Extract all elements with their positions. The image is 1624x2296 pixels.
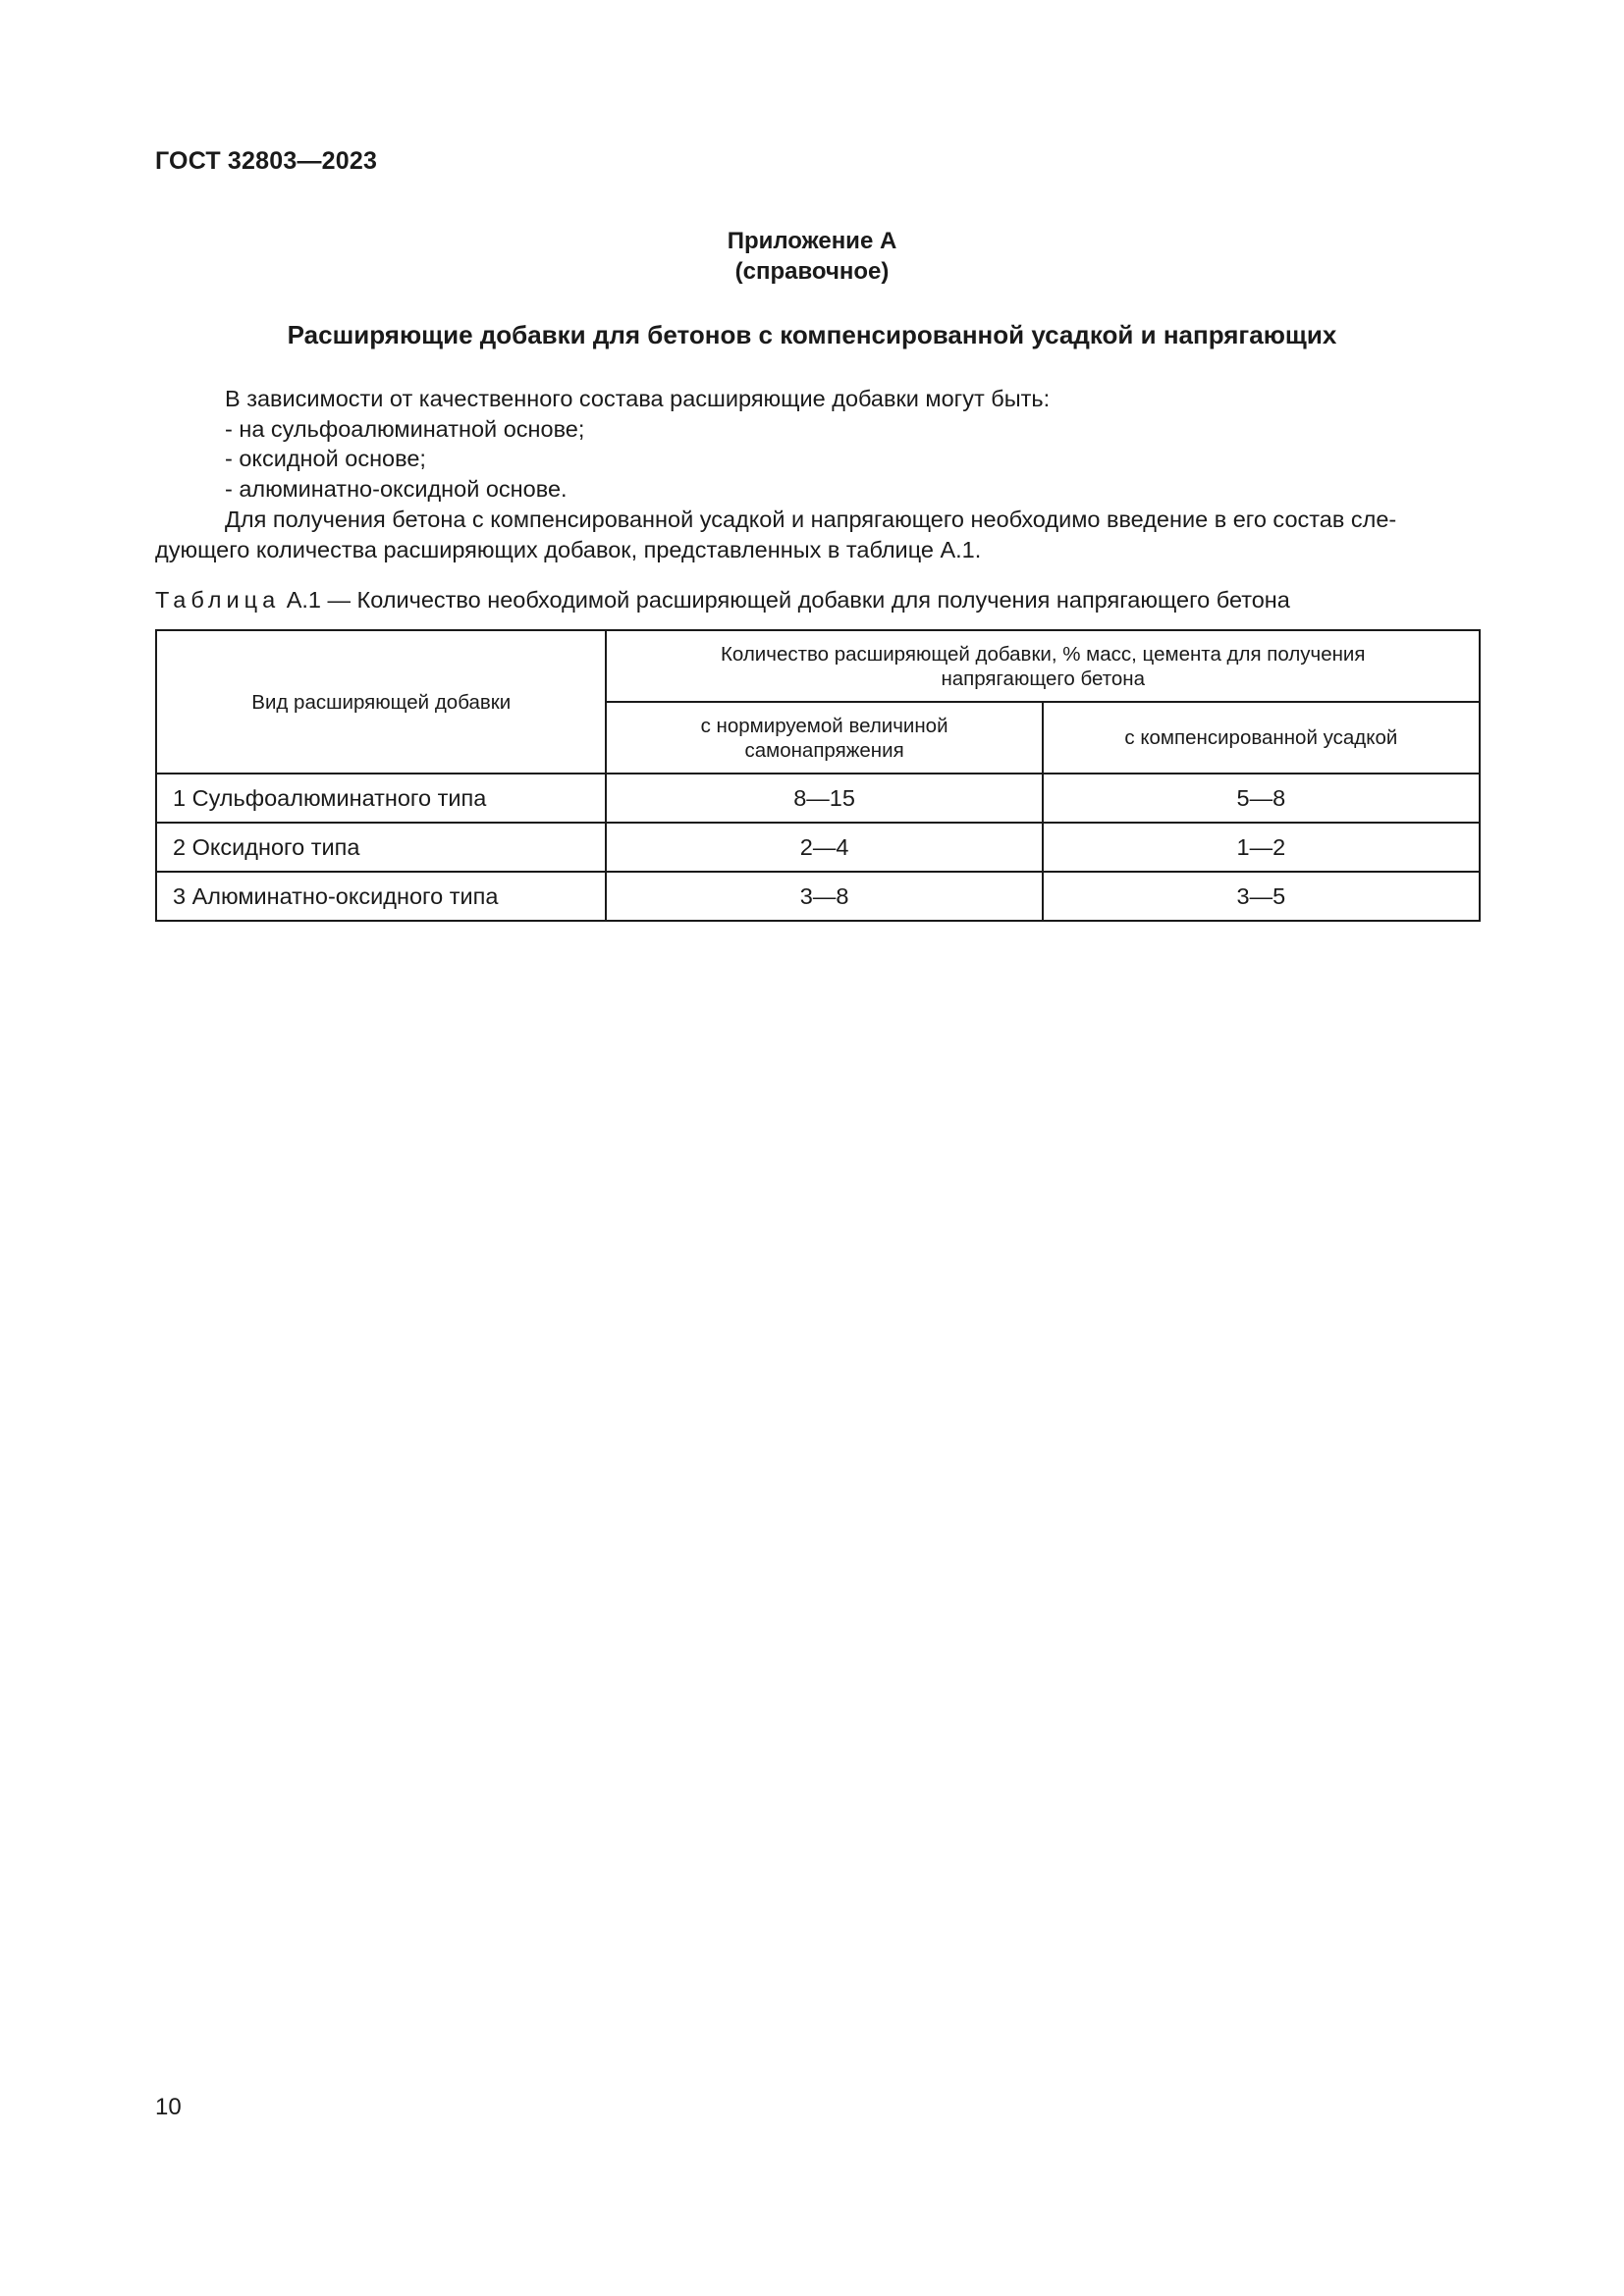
group-header-line: Количество расширяющей добавки, % масс, цемента для получения xyxy=(720,642,1366,666)
column-header-label: Вид расширяющей добавки xyxy=(251,690,512,714)
additive-name-cell: 1 Сульфоалюминатного типа xyxy=(156,774,606,823)
intro-text: В зависимости от качественного состава расширяющие добавки могут быть: xyxy=(225,386,1051,411)
list-item: - оксидной основе; xyxy=(225,446,426,471)
self-stress-value-cell: 2—4 xyxy=(606,823,1042,872)
sub-header-line: с нормируемой величиной xyxy=(700,714,948,737)
column-header-compensated xyxy=(1043,702,1480,774)
paragraph-line: дующего количества расширяющих добавок, представленных в таблице А.1. xyxy=(155,537,982,562)
self-stress-value-cell: 3—8 xyxy=(606,872,1042,921)
paragraph-line: Для получения бетона с компенсированной усадкой и напрягающего необходимо введение в его состав сле- xyxy=(225,507,1397,532)
column-header-self-stress xyxy=(606,702,1042,774)
self-stress-value-cell: 8—15 xyxy=(606,774,1042,823)
additive-table xyxy=(155,629,1481,922)
table-caption-text: А.1 — Количество необходимой расширяющей добавки для получения напрягающего бетона xyxy=(286,587,1290,613)
column-header-additive-type xyxy=(156,630,606,774)
document-code: ГОСТ 32803—2023 xyxy=(155,147,378,175)
group-header-line: напрягающего бетона xyxy=(941,667,1146,690)
sub-header-line: самонапряжения xyxy=(744,738,904,762)
section-heading: Расширяющие добавки для бетонов с компенсированной усадкой и напрягающих xyxy=(287,320,1337,349)
compensated-value-cell: 3—5 xyxy=(1043,872,1480,921)
appendix-type: (справочное) xyxy=(734,258,890,285)
appendix-title: Приложение А xyxy=(727,228,897,254)
list-item: - алюминатно-оксидной основе. xyxy=(225,476,568,502)
table-caption xyxy=(155,587,1290,614)
table-row xyxy=(156,774,1480,823)
list-item: - на сульфоалюминатной основе; xyxy=(225,416,585,442)
additive-name-cell: 2 Оксидного типа xyxy=(156,823,606,872)
table-row xyxy=(156,823,1480,872)
table-caption-word: Таблица xyxy=(155,587,281,613)
compensated-value-cell: 5—8 xyxy=(1043,774,1480,823)
column-group-header xyxy=(606,630,1480,702)
sub-header-line: с компенсированной усадкой xyxy=(1124,726,1398,749)
compensated-value-cell: 1—2 xyxy=(1043,823,1480,872)
page-number: 10 xyxy=(155,2094,182,2120)
additive-name-cell: 3 Алюминатно-оксидного типа xyxy=(156,872,606,921)
table-row xyxy=(156,872,1480,921)
